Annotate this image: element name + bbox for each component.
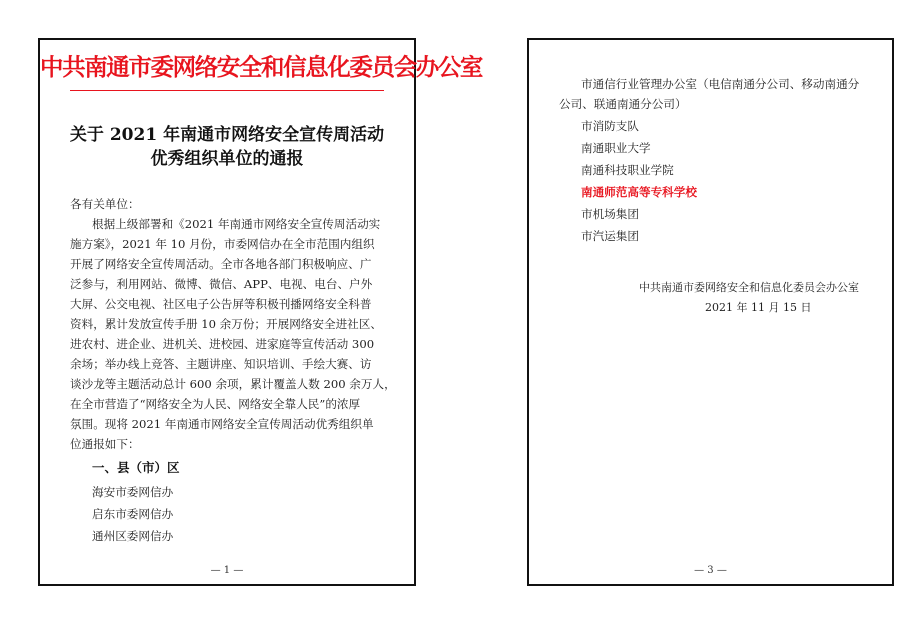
- section-heading: 一、县（市）区: [92, 460, 180, 475]
- body-line: 谈沙龙等主题活动总计 600 余项，累计覆盖人数 200 余万人，: [70, 377, 396, 391]
- list-item: 通州区委网信办: [92, 529, 174, 543]
- list-item: 南通职业大学: [581, 141, 651, 155]
- body-line: 位通报如下：: [70, 437, 140, 451]
- list-item: 市通信行业管理办公室（电信南通分公司、移动南通分: [581, 77, 860, 91]
- list-item: 公司、联通南通分公司）: [559, 97, 687, 111]
- body-line: 开展了网络安全宣传周活动。全市各地各部门积极响应、广: [70, 257, 372, 271]
- document-title-line-2: 优秀组织单位的通报: [150, 149, 304, 169]
- document-page-1: [38, 38, 482, 586]
- document-title-line-1: 关于 2021 年南通市网络安全宣传周活动: [69, 125, 385, 145]
- list-item: 市消防支队: [581, 119, 639, 133]
- signature-date: 2021 年 11 月 15 日: [705, 301, 812, 314]
- salutation: 各有关单位：: [70, 197, 140, 211]
- letterhead: 中共南通市委网络安全和信息化委员会办公室: [40, 53, 482, 81]
- page-number: — 1 —: [210, 565, 244, 576]
- body-line: 余场；举办线上竞答、主题讲座、知识培训、手绘大赛、访: [70, 357, 372, 371]
- list-item: 市汽运集团: [581, 229, 639, 243]
- body-line: 施方案》，2021 年 10 月份，市委网信办在全市范围内组织: [70, 237, 375, 251]
- body-line: 进农村、进企业、进机关、进校园、进家庭等宣传活动 300: [70, 337, 375, 351]
- body-line: 根据上级部署和《2021 年南通市网络安全宣传周活动实: [92, 217, 381, 231]
- list-item: 南通科技职业学院: [581, 163, 674, 177]
- body-line: 大屏、公交电视、社区电子公告屏等积极刊播网络安全科普: [70, 297, 372, 311]
- highlighted-list-item: 南通师范高等专科学校: [581, 185, 697, 199]
- body-line: 资料，累计发放宣传手册 10 余万份；开展网络安全进社区、: [70, 317, 382, 331]
- page-number: — 3 —: [694, 565, 727, 576]
- document-page-3: [527, 38, 894, 586]
- signature-organization: 中共南通市委网络安全和信息化委员会办公室: [639, 281, 859, 294]
- body-line: 在全市营造了“网络安全为人民、网络安全靠人民”的浓厚: [70, 397, 361, 411]
- list-item: 启东市委网信办: [92, 507, 174, 521]
- body-line: 泛参与，利用网站、微博、微信、APP、电视、电台、户外: [70, 277, 373, 291]
- list-item: 海安市委网信办: [92, 485, 174, 499]
- list-item: 市机场集团: [581, 207, 639, 221]
- letterhead-divider: [70, 90, 384, 91]
- body-line: 氛围。现将 2021 年南通市网络安全宣传周活动优秀组织单: [70, 417, 374, 431]
